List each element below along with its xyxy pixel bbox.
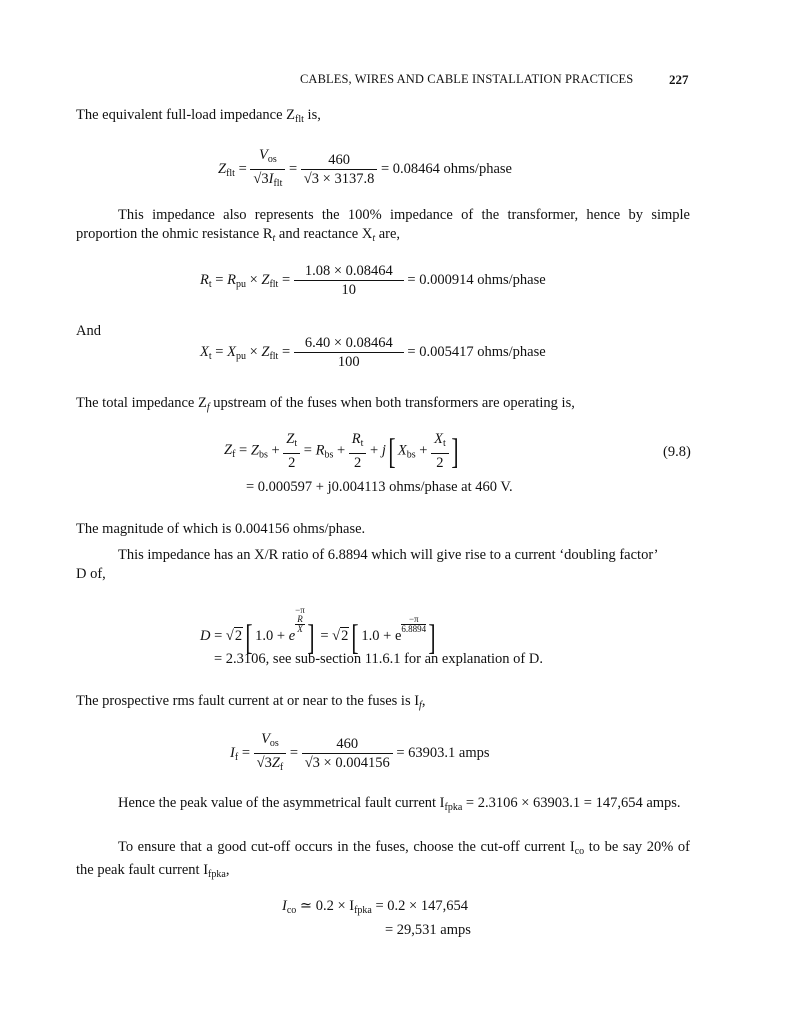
page-number: 227 (669, 72, 689, 87)
equation-number: (9.8) (663, 444, 691, 460)
equation-if: $I_f$ = $\frac{V_{os}}{√3Z_f}$ = $\frac{460}{√3 \times 0.004156}$ = 63903.1 amps (230, 731, 490, 773)
paragraph-cutoff: To ensure that a good cut-off occurs in the fuses, choose the cut-off current $I_{co}$ to be say 20% of the peak fault current $I_{fpka}$, (76, 839, 690, 880)
label-and: And (76, 323, 101, 339)
equation-d: D = √2[ 1.0 + e −π R X ] = √2[ 1.0 + e $\frac{-\pi}{6.8894}$ ] (200, 605, 436, 657)
paragraph-xr-ratio: This impedance has an X/R ratio of 6.8894 which will give rise to a current ‘doubling factor’ D of, (76, 547, 659, 582)
equation-zf: $Z_f = Z_{bs}$ + $\frac{Z_t}{2}$ = $R_{bs}$ + $\frac{R_t}{2}$ + j[ $X_{bs}$ + $\frac{X_t}{2}$ ] (224, 431, 459, 471)
equation-ico: $I_{co}$ ≃ $0.2 \times I_{fpka} = 0.2 \times 147,654$ (282, 898, 468, 916)
running-title: CABLES, WIRES AND CABLE INSTALLATION PRACTICES (300, 72, 634, 86)
equation-rt: $R_t = R_{pu} \times Z_{flt}$ = $\frac{1.08 \times 0.08464}{10}$ = 0.000914 ohms/phase (200, 263, 546, 298)
equation-d-result: = 2.3106, see sub-section 11.6.1 for an explanation of D. (214, 651, 543, 667)
paragraph-prospective-current: The prospective rms fault current at or near to the fuses is $I_f$, (76, 693, 426, 711)
paragraph-magnitude: The magnitude of which is 0.004156 ohms/phase. (76, 521, 366, 537)
paragraph-proportion: This impedance also represents the 100% impedance of the transformer, hence by simple proportion the ohmic resistance $R_t$ and reactance $X_t$ are, (76, 207, 690, 244)
equation-zflt: $Z_{flt}$ = $\frac{V_{os}}{√3I_{flt}}$ = $\frac{460}{√3 \times 3137.8}$ = 0.08464 ohms/phase (218, 147, 512, 189)
equation-zf-result: = 0.000597 + j0.004113 ohms/phase at 460 V. (246, 479, 513, 495)
paragraph-zflt-intro: The equivalent full-load impedance $Z_{flt}$ is, (76, 107, 321, 125)
paragraph-total-impedance: The total impedance $Z_f$ upstream of the fuses when both transformers are operating is, (76, 395, 575, 413)
equation-xt: $X_t = X_{pu} \times Z_{flt}$ = $\frac{6.40 \times 0.08464}{100}$ = 0.005417 ohms/phase (200, 335, 546, 370)
paragraph-peak-value: Hence the peak value of the asymmetrical fault current $I_{fpka} = 2.3106 \times 63903.1 = 147,654$ amps. (118, 795, 681, 813)
equation-ico-result: = 29,531 amps (385, 922, 471, 938)
